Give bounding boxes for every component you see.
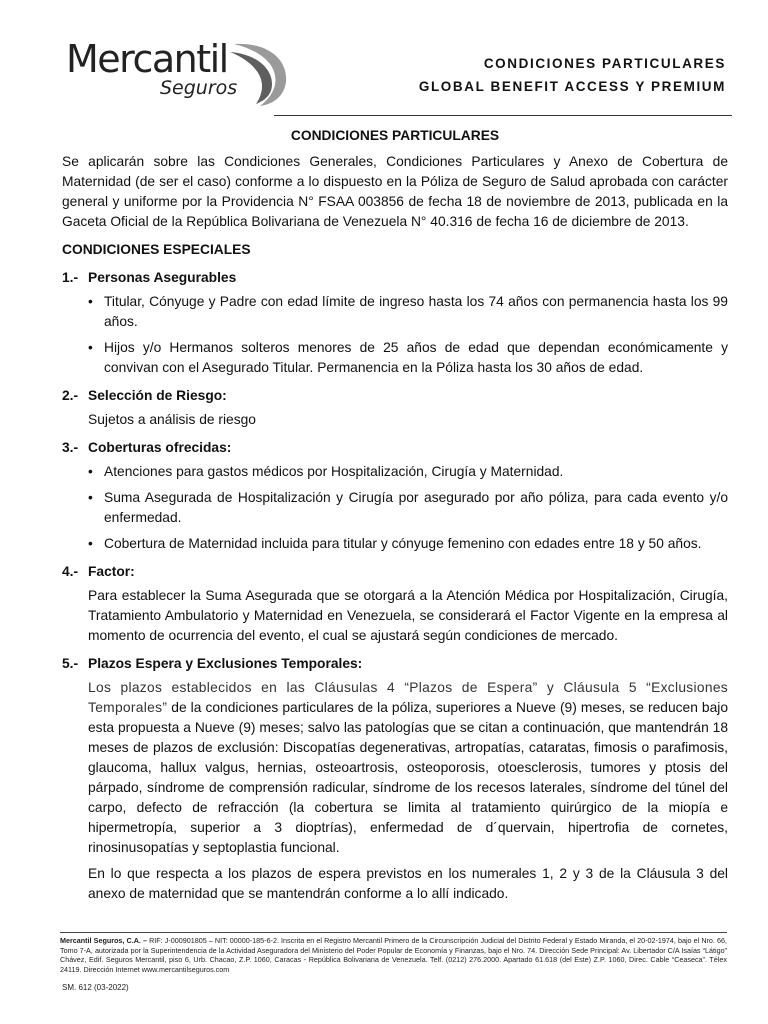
section-2-number: 2.- <box>62 388 79 403</box>
list-item: • Hijos y/o Hermanos solteros menores de 25 años de edad que dependan económicamente y convivan con el Asegurado Titular. Permanencia en la Póliza hasta los 30 años de edad. <box>88 338 728 378</box>
swoosh-icon <box>226 38 296 108</box>
section-4-text: Para establecer la Suma Asegurada que se otorgará a la Atención Médica por Hospitalización, Cirugía, Tratamiento Ambulatorio y Maternidad en Venezuela, se considerará el Factor Vigente en la empresa al momento de ocurrencia del evento, el cual se ajustará según condiciones de mercado. <box>88 588 728 643</box>
legal-footer <box>60 936 727 974</box>
section-4-number: 4.- <box>62 564 79 579</box>
section-2-text: Sujetos a análisis de riesgo <box>88 412 256 427</box>
list-item: • Cobertura de Maternidad incluida para titular y cónyuge femenino con edades entre 18 y 50 años. <box>88 534 728 554</box>
section-4-heading <box>62 562 728 582</box>
section-5-text2: En lo que respecta a los plazos de espera previstos en los numerales 1, 2 y 3 de la Cláusula 3 del anexo de maternidad que se mantendrán conforme a lo allí indicado. <box>88 866 728 901</box>
intro-paragraph: Se aplicarán sobre las Condiciones Generales, Condiciones Particulares y Anexo de Cobertura de Maternidad (de ser el caso) conforme a lo dispuesto en la Póliza de Seguro de Salud aprobada con carácter general y uniforme por la Providencia N° FSAA 003856 de fecha 18 de noviembre de 2013, publicada en la Gaceta Oficial de la República Bolivariana de Venezuela N° 40.316 de fecha 16 de diciembre de 2013. <box>62 154 728 229</box>
section-1-list <box>62 292 728 378</box>
header-divider <box>274 115 732 116</box>
document-body <box>62 122 728 910</box>
logo-main-text: Mercantil <box>66 37 228 81</box>
section-3-number: 3.- <box>62 440 79 455</box>
list-item: • Suma Asegurada de Hospitalización y Cirugía por asegurado por año póliza, para cada evento y/o enfermedad. <box>88 488 728 528</box>
mercantil-seguros-logo <box>66 36 286 108</box>
special-conditions-heading: CONDICIONES ESPECIALES <box>62 242 251 257</box>
section-1-heading <box>62 268 728 288</box>
list-item: • Titular, Cónyuge y Padre con edad límite de ingreso hasta los 74 años con permanencia hasta los 99 años. <box>88 292 728 332</box>
header-title-line2: GLOBAL BENEFIT ACCESS Y PREMIUM <box>418 79 726 94</box>
section-1-number: 1.- <box>62 270 79 285</box>
section-2-title: Selección de Riesgo: <box>88 388 227 403</box>
section-5-number: 5.- <box>62 656 79 671</box>
logo-sub-text: Seguros <box>160 77 238 99</box>
footer-legal-text: RIF: J-000901805 – NIT: 00000-185-6-2. Inscrita en el Registro Mercantil Primero de la Circunscripción Judicial del Distrito Federal y Estado Miranda, el 20-02-1974, bajo el Nro. 66, Tomo 7-A, autorizada por la Superintendencia de la Actividad Aseguradora del Ministerio del Poder Popular de Economía y Finanzas, bajo el Nro. 74. Dirección Sede Principal: Av. Libertador C/A Isaías “Látigo” Chávez, Edif. Seguros Mercantil, piso 6, Urb. Chacao, Z.P. 1060, Caracas - República Bolivariana de Venezuela. Telf. (0212) 276.2000. Apartado 61.618 (del Este) Z.P. 1060, Direc. Cable “Ceaseca”. Télex 24119. Dirección Internet www.mercantilseguros.com <box>60 936 728 974</box>
section-3-heading <box>62 438 728 458</box>
section-3-title: Coberturas ofrecidas: <box>88 440 232 455</box>
section-5-heading <box>62 654 728 674</box>
list-item: • Atenciones para gastos médicos por Hospitalización, Cirugía y Maternidad. <box>88 462 728 482</box>
page-heading: CONDICIONES PARTICULARES <box>290 128 500 143</box>
section-2-heading <box>62 386 728 406</box>
section-3-list <box>62 462 728 554</box>
section-5-title: Plazos Espera y Exclusiones Temporales: <box>88 656 363 671</box>
section-5-text <box>62 678 728 858</box>
section-5-text-lead: Los plazos establecidos en las Cláusulas 4 “Plazos de Espera” y Cláusula 5 “Exclusiones Temporales” <box>88 680 728 715</box>
footer-divider <box>60 932 727 933</box>
section-4-title: Factor: <box>88 564 135 579</box>
footer-company: Mercantil Seguros, C.A. – <box>60 936 147 945</box>
section-1-title: Personas Asegurables <box>88 270 237 285</box>
header-title-line1: CONDICIONES PARTICULARES <box>483 56 726 71</box>
form-code: SM. 612 (03-2022) <box>62 983 129 992</box>
section-5-text-rest: de la condiciones particulares de la póliza, superiores a Nueve (9) meses, se reducen bajo esta propuesta a Nueve (9) meses; salvo las patologías que se citan a continuación, que mantendrán 18 meses de plazos de exclusión: Discopatías degenerativas, artropatías, cataratas, fimosis o parafimosis, glaucoma, hallux valgus, hernias, osteoartrosis, osteoporosis, otoesclerosis, tumores y ptosis del párpado, síndrome de comprensión radicular, síndrome de los recesos laterales, síndrome del túnel del carpo, defecto de refracción (la cobertura se limita al tratamiento quirúrgico de la miopía e hipermetropía, superior a 3 dioptrías), enfermedad de d´quervain, hipertrofia de cornetes, rinosinusopatías y septoplastia funcional. <box>88 700 729 855</box>
